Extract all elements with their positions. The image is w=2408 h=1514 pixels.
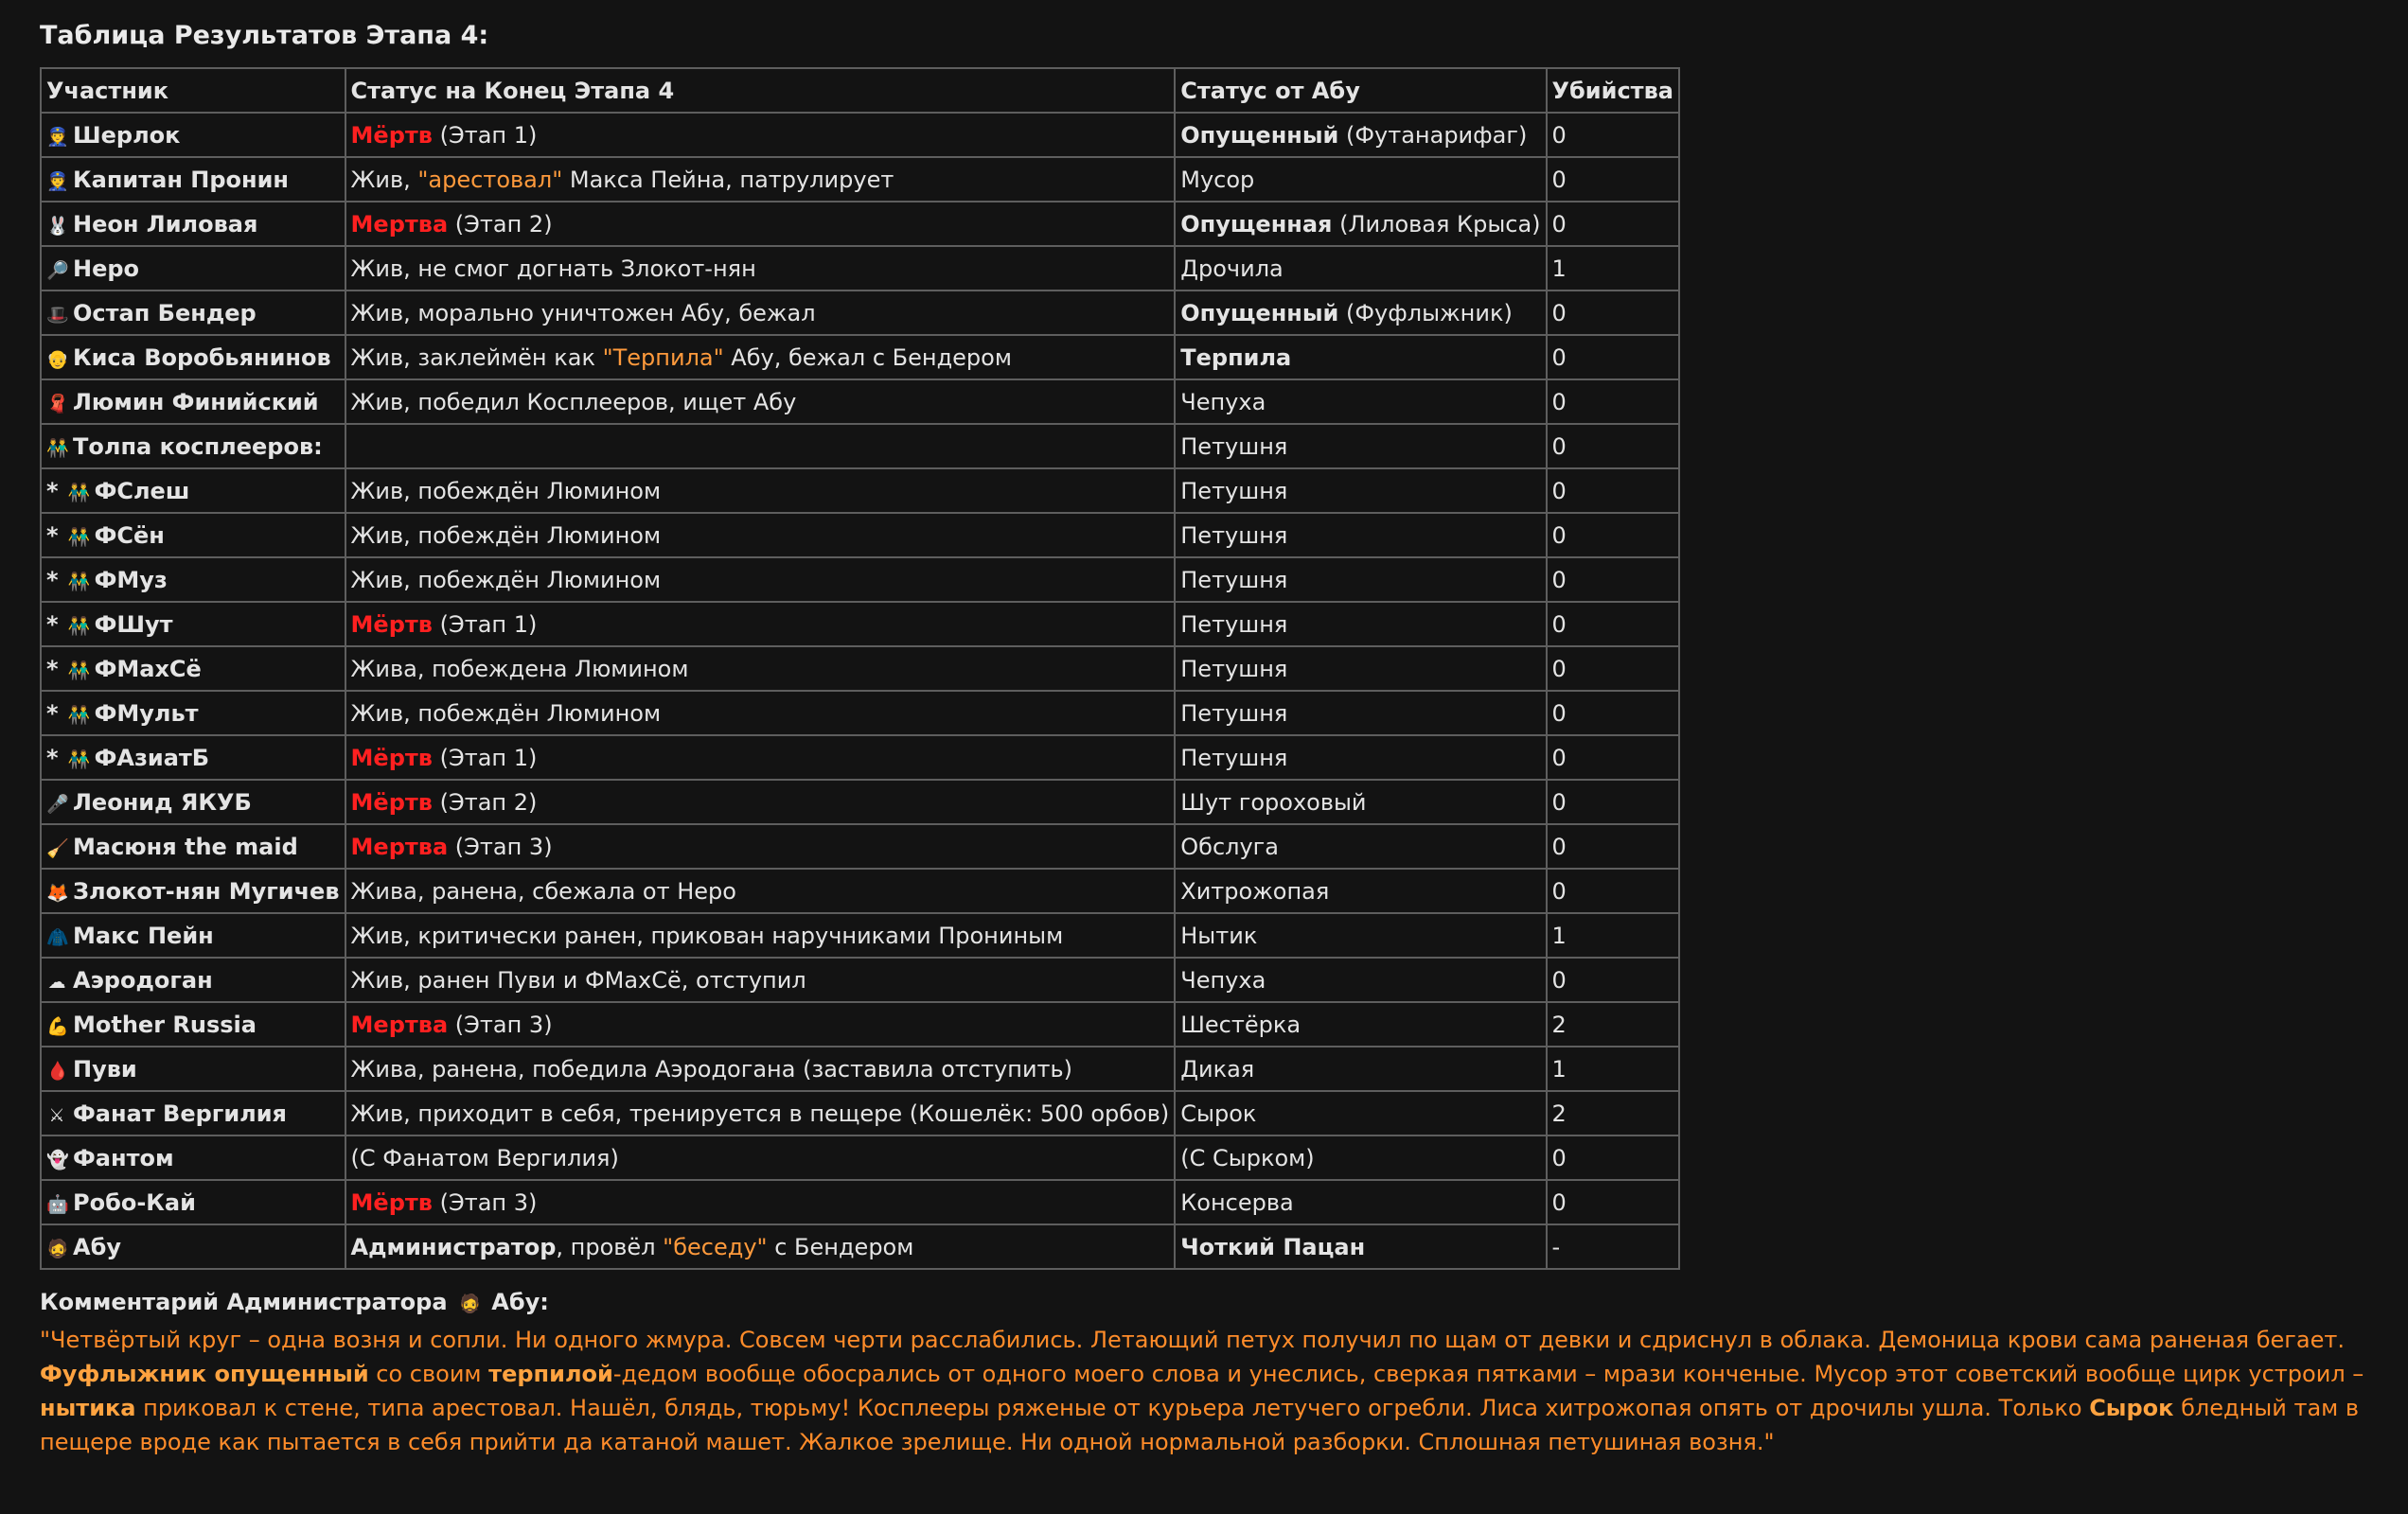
bold-text: Опущенная [1180,210,1333,238]
cosplayer-icon: 👬 [67,660,91,681]
text-segment: (Футанарифаг) [1338,121,1528,149]
kills-cell: 0 [1547,869,1679,913]
status-cell [345,335,1176,379]
top-hat-icon: 🎩 [46,304,69,326]
participant-name: Неро [73,255,140,282]
participant-cell [41,157,345,202]
text-segment: Жив, побеждён Люмином [350,521,662,549]
magnifier-icon: 🔎 [46,259,69,281]
participant-name: Люмин Финийский [73,388,319,415]
text-segment: Петушня [1180,432,1288,460]
microphone-icon: 🎤 [46,793,69,815]
text-segment: Чепуха [1180,388,1266,415]
status-dead-label: Мёртв [350,788,433,816]
table-row [41,1136,1679,1180]
kills-cell: 2 [1547,1002,1679,1047]
status-cell [345,691,1176,735]
participant-name: Абу [73,1233,121,1260]
status-cell [345,157,1176,202]
highlighted-text: Фуфлыжник опущенный [40,1361,369,1387]
rabbit-icon: 🐰 [46,215,69,237]
cosplayer-icon: 👬 [67,571,91,592]
table-row [41,468,1679,513]
blood-drop-icon: 🩸 [46,1060,69,1082]
bullet-star: * [46,655,59,682]
highlighted-text: Сырок [2089,1395,2174,1421]
table-row [41,246,1679,290]
text-segment: (Лиловая Крыса) [1332,210,1541,238]
text-segment: Жив, критически ранен, прикован наручниками Прониным [350,922,1064,949]
abu-status-cell [1175,1180,1546,1224]
text-segment: (С Сырком) [1180,1144,1315,1171]
abu-status-cell [1175,157,1546,202]
status-cell [345,1002,1176,1047]
abu-status-cell [1175,468,1546,513]
table-row [41,1047,1679,1091]
broom-icon: 🧹 [46,837,69,859]
text-segment: Дикая [1180,1055,1255,1083]
bullet-star: * [46,699,59,727]
text-segment: Чепуха [1180,966,1266,994]
status-cell [345,602,1176,646]
text-segment: Петушня [1180,477,1288,504]
table-row [41,1091,1679,1136]
text-segment: Жив, побеждён Люмином [350,566,662,593]
text-segment: Жив, заклеймён как [350,343,603,371]
coat-icon: 🧥 [46,926,69,948]
abu-status-cell [1175,113,1546,157]
participant-name: ФМуз [94,566,168,593]
participant-name: Аэродоган [73,966,213,994]
table-row [41,290,1679,335]
participant-name: Макс Пейн [73,922,214,949]
status-cell [345,958,1176,1002]
text-segment: Дрочила [1180,255,1284,282]
admin-comment-text [40,1323,2397,1459]
status-cell [345,513,1176,557]
highlighted-text: нытика [40,1395,136,1421]
text-segment: бледный там в пещере вроде как пытается в себя прийти да катаной машет. Жалкое зрелище. Ни одной нормальной разборки. Сплошная петушиная возня." [40,1395,2360,1455]
text-segment: Сырок [1180,1100,1257,1127]
text-segment: Жив, побеждён Люмином [350,477,662,504]
text-segment: Шестёрка [1180,1011,1301,1038]
status-cell [345,202,1176,246]
header-abu-status: Статус от Абу [1175,68,1546,113]
text-segment: (Этап 3) [448,833,553,860]
participant-cell [41,602,345,646]
table-row [41,157,1679,202]
participant-cell [41,824,345,869]
table-row [41,1224,1679,1269]
text-segment: Петушня [1180,566,1288,593]
highlighted-text: терпилой [488,1361,613,1387]
status-cell [345,290,1176,335]
participant-name: Неон Лиловая [73,210,258,238]
cosplayer-icon: 👬 [67,482,91,503]
table-row [41,1180,1679,1224]
text-segment: Жива, ранена, сбежала от Неро [350,877,736,905]
text-segment: Жив, ранен Пуви и ФМахСё, отступил [350,966,806,994]
table-row [41,735,1679,780]
participant-name: ФСён [94,521,165,549]
status-dead-label: Мёртв [350,1188,433,1216]
participant-cell [41,869,345,913]
participant-cell [41,379,345,424]
kills-cell: 0 [1547,735,1679,780]
abu-status-cell [1175,913,1546,958]
text-segment: Жив, морально уничтожен Абу, бежал [350,299,816,326]
abu-status-cell [1175,869,1546,913]
participant-name: ФСлеш [94,477,190,504]
table-row [41,958,1679,1002]
participant-cell [41,202,345,246]
abu-status-cell [1175,202,1546,246]
text-segment: Обслуга [1180,833,1279,860]
participant-name: Капитан Пронин [73,166,289,193]
participant-cell [41,913,345,958]
abu-status-cell [1175,1136,1546,1180]
cosplayer-icon: 👬 [67,526,91,548]
participant-name: Масюня the maid [73,833,298,860]
participant-cell [41,1180,345,1224]
sword-icon: ⚔ [48,1104,65,1126]
kills-cell: 2 [1547,1091,1679,1136]
participant-cell [41,468,345,513]
table-row [41,424,1679,468]
fox-icon: 🦊 [46,882,69,904]
participant-name: Пуви [73,1055,137,1083]
participant-cell [41,958,345,1002]
kills-cell: 0 [1547,424,1679,468]
abu-status-cell [1175,246,1546,290]
abu-status-cell [1175,646,1546,691]
table-row [41,646,1679,691]
police-officer-icon: 👮 [46,170,69,192]
participant-cell [41,735,345,780]
text-segment: Жив, победил Косплееров, ищет Абу [350,388,797,415]
text-segment: приковал к стене, типа арестовал. Нашёл, блядь, тюрьму! Косплееры ряженые от курьера летучего огребли. Лиса хитрожопая опять от дрочилы ушла. Только [135,1395,2090,1421]
status-cell [345,379,1176,424]
table-row [41,913,1679,958]
scarf-icon: 🧣 [46,393,69,414]
bullet-star: * [46,477,59,504]
table-row [41,780,1679,824]
results-table [40,67,1680,1270]
text-segment: со своим [368,1361,489,1387]
participant-cell [41,646,345,691]
text-segment: Жив, побеждён Люмином [350,699,662,727]
abu-status-cell [1175,290,1546,335]
text-segment: (Этап 1) [432,121,538,149]
kills-cell: 0 [1547,824,1679,869]
kills-cell: 0 [1547,1136,1679,1180]
participant-name: ФШут [94,610,173,638]
participant-name: Леонид ЯКУБ [73,788,252,816]
text-segment: Макса Пейна, патрулирует [562,166,894,193]
kills-cell: 0 [1547,602,1679,646]
status-cell [345,1224,1176,1269]
text-segment: Петушня [1180,521,1288,549]
participant-cell [41,1136,345,1180]
table-row [41,869,1679,913]
abu-status-cell [1175,1224,1546,1269]
old-man-icon: 👴 [46,348,69,370]
table-row [41,1002,1679,1047]
participant-cell [41,290,345,335]
status-dead-label: Мертва [350,1011,449,1038]
abu-status-cell [1175,602,1546,646]
text-segment: Абу, бежал с Бендером [723,343,1012,371]
status-cell [345,913,1176,958]
text-segment: (Этап 3) [432,1188,538,1216]
quoted-text: "арестовал" [417,166,563,193]
participant-cell [41,1091,345,1136]
bold-text: Опущенный [1180,299,1339,326]
status-cell [345,646,1176,691]
table-row [41,379,1679,424]
text-segment: Жив, не смог догнать Злокот-нян [350,255,756,282]
bullet-star: * [46,521,59,549]
abu-status-cell [1175,958,1546,1002]
cosplayer-icon: 👬 [67,748,91,770]
bearded-man-icon: 🧔 [46,1238,69,1259]
text-segment: Жив, [350,166,418,193]
text-segment: Жив, приходит в себя, тренируется в пещере (Кошелёк: 500 орбов) [350,1100,1170,1127]
kills-cell: 0 [1547,691,1679,735]
status-cell [345,246,1176,290]
kills-cell: 0 [1547,646,1679,691]
participant-name: ФАзиатБ [94,744,210,771]
participant-cell [41,424,345,468]
text-segment: Петушня [1180,610,1288,638]
status-cell [345,780,1176,824]
table-row [41,335,1679,379]
kills-cell: 0 [1547,335,1679,379]
bullet-star: * [46,610,59,638]
participant-name: Остап Бендер [73,299,257,326]
cloud-icon: ☁ [47,971,66,993]
header-participant: Участник [41,68,345,113]
bullet-star: * [46,566,59,593]
text-segment: Консерва [1180,1188,1294,1216]
ghost-icon: 👻 [46,1149,69,1171]
detective-icon: 👮 [46,126,69,148]
table-row [41,513,1679,557]
admin-comment-heading [40,1287,2397,1317]
status-dead-label: Мёртв [350,744,433,771]
abu-status-cell [1175,735,1546,780]
crowd-icon: 👬 [46,437,69,459]
kills-cell: 0 [1547,113,1679,157]
participant-cell [41,513,345,557]
text-segment: Шут гороховый [1180,788,1367,816]
abu-status-cell [1175,1002,1546,1047]
participant-name: ФМульт [94,699,199,727]
table-row [41,602,1679,646]
admin-heading-label: Комментарий Администратора [40,1289,448,1315]
abu-status-cell [1175,780,1546,824]
text-segment: Петушня [1180,655,1288,682]
bold-text: Терпила [1180,343,1292,371]
status-cell [345,1136,1176,1180]
participant-cell [41,1047,345,1091]
participant-cell [41,557,345,602]
status-cell [345,824,1176,869]
participant-cell [41,1224,345,1269]
table-row [41,202,1679,246]
abu-status-cell [1175,1047,1546,1091]
kills-cell: 0 [1547,290,1679,335]
text-segment: Хитрожопая [1180,877,1330,905]
bold-text: Опущенный [1180,121,1339,149]
participant-name: Фантом [73,1144,174,1171]
kills-cell: 0 [1547,513,1679,557]
cosplayer-icon: 👬 [67,704,91,726]
page [40,0,2397,1459]
status-dead-label: Мёртв [350,610,433,638]
status-dead-label: Мёртв [350,121,433,149]
participant-name: Злокот-нян Мугичев [73,877,340,905]
text-segment: (Этап 1) [432,744,538,771]
kills-cell: 1 [1547,913,1679,958]
participant-cell [41,113,345,157]
bullet-star: * [46,744,59,771]
header-kills: Убийства [1547,68,1679,113]
participant-name: Mother Russia [73,1011,257,1038]
participant-name: ФМахСё [94,655,202,682]
admin-heading-name: Абу: [491,1289,549,1315]
bearded-man-icon: 🧔 [458,1294,482,1314]
abu-status-cell [1175,424,1546,468]
flexed-bicep-icon: 💪 [46,1015,69,1037]
status-cell [345,1047,1176,1091]
table-row [41,113,1679,157]
text-segment: Мусор [1180,166,1255,193]
status-cell [345,557,1176,602]
bold-text: Чоткий Пацан [1180,1233,1366,1260]
text-segment: Жива, побеждена Люмином [350,655,689,682]
participant-cell [41,691,345,735]
abu-status-cell [1175,824,1546,869]
participant-name: Киса Воробьянинов [73,343,331,371]
status-cell [345,735,1176,780]
table-body [41,113,1679,1269]
participant-cell [41,246,345,290]
text-segment: с Бендером [767,1233,914,1260]
header-status: Статус на Конец Этапа 4 [345,68,1176,113]
table-header-row [41,68,1679,113]
abu-status-cell [1175,513,1546,557]
participant-cell [41,335,345,379]
abu-status-cell [1175,691,1546,735]
abu-status-cell [1175,379,1546,424]
participant-name: Робо-Кай [73,1188,196,1216]
text-segment: (Этап 3) [448,1011,553,1038]
robot-icon: 🤖 [46,1193,69,1215]
participant-name: Фанат Вергилия [73,1100,287,1127]
text-segment: "Четвёртый круг – одна возня и сопли. Ни одного жмура. Совсем черти расслабились. Летающий петух получил по щам от девки и сдриснул в облака. Демоница крови сама раненая бегает. [40,1327,2345,1353]
text-segment: (С Фанатом Вергилия) [350,1144,619,1171]
kills-cell: 0 [1547,379,1679,424]
status-cell [345,424,1176,468]
text-segment: (Этап 2) [448,210,553,238]
abu-status-cell [1175,1091,1546,1136]
text-segment: (Этап 1) [432,610,538,638]
abu-status-cell [1175,335,1546,379]
kills-cell: 0 [1547,557,1679,602]
table-row [41,557,1679,602]
status-cell [345,869,1176,913]
kills-cell: - [1547,1224,1679,1269]
kills-cell: 1 [1547,1047,1679,1091]
table-row [41,691,1679,735]
kills-cell: 1 [1547,246,1679,290]
text-segment: (Этап 2) [432,788,538,816]
text-segment: Петушня [1180,699,1288,727]
table-row [41,824,1679,869]
bold-text: Администратор [350,1233,557,1260]
quoted-text: "Терпила" [602,343,724,371]
kills-cell: 0 [1547,468,1679,513]
status-cell [345,1180,1176,1224]
participant-name: Шерлок [73,121,181,149]
participant-cell [41,1002,345,1047]
text-segment: , провёл [556,1233,664,1260]
participant-name: Толпа косплееров: [73,432,323,460]
text-segment: -дедом вообще обосрались от одного моего слова и унеслись, сверкая пятками – мрази конченые. Мусор этот советский вообще цирк устроил – [612,1361,2364,1387]
status-dead-label: Мертва [350,210,449,238]
status-cell [345,1091,1176,1136]
cosplayer-icon: 👬 [67,615,91,637]
kills-cell: 0 [1547,1180,1679,1224]
kills-cell: 0 [1547,780,1679,824]
kills-cell: 0 [1547,202,1679,246]
text-segment: Жива, ранена, победила Аэродогана (заставила отступить) [350,1055,1073,1083]
status-dead-label: Мертва [350,833,449,860]
kills-cell: 0 [1547,157,1679,202]
status-cell [345,468,1176,513]
status-cell [345,113,1176,157]
page-title: Таблица Результатов Этапа 4: [40,21,489,50]
participant-cell [41,780,345,824]
quoted-text: "беседу" [663,1233,768,1260]
text-segment: (Фуфлыжник) [1338,299,1513,326]
abu-status-cell [1175,557,1546,602]
kills-cell: 0 [1547,958,1679,1002]
text-segment: Петушня [1180,744,1288,771]
text-segment: Нытик [1180,922,1258,949]
